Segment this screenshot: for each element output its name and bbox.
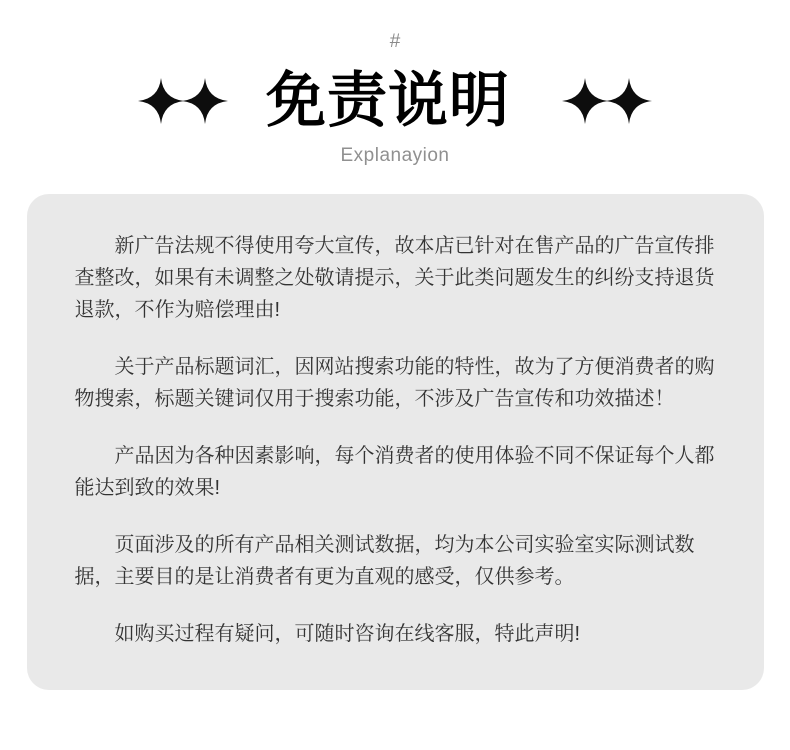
sparkle-icon [562, 76, 608, 126]
section-hash-mark: # [389, 31, 401, 52]
sparkle-stars-right [562, 76, 652, 126]
title-row [0, 63, 790, 139]
sparkle-icon [182, 76, 228, 126]
disclaimer-paragraph: 新广告法规不得使用夸大宣传，故本店已针对在售产品的广告宣传排查整改，如果有未调整之处敬请提示，关于此类问题发生的纠纷支持退货退款，不作为赔偿理由! [74, 235, 715, 321]
disclaimer-paragraph: 如购买过程有疑问，可随时咨询在线客服，特此声明! [114, 623, 581, 645]
disclaimer-paragraph: 产品因为各种因素影响，每个消费者的使用体验不同不保证每个人都能达到致的效果! [74, 445, 715, 499]
page-subtitle: Explanayion [340, 145, 450, 166]
sparkle-stars-left [138, 76, 228, 126]
disclaimer-paragraph: 关于产品标题词汇，因网站搜索功能的特性，故为了方便消费者的购物搜索，标题关键词仅用于搜索功能，不涉及广告宣传和功效描述！ [74, 356, 715, 410]
page-title: 免责说明 [266, 67, 510, 134]
disclaimer-paragraph: 页面涉及的所有产品相关测试数据，均为本公司实验室实际测试数据，主要目的是让消费者有更为直观的感受，仅供参考。 [74, 534, 695, 588]
sparkle-icon [606, 76, 652, 126]
sparkle-icon [138, 76, 184, 126]
disclaimer-panel [27, 194, 764, 690]
